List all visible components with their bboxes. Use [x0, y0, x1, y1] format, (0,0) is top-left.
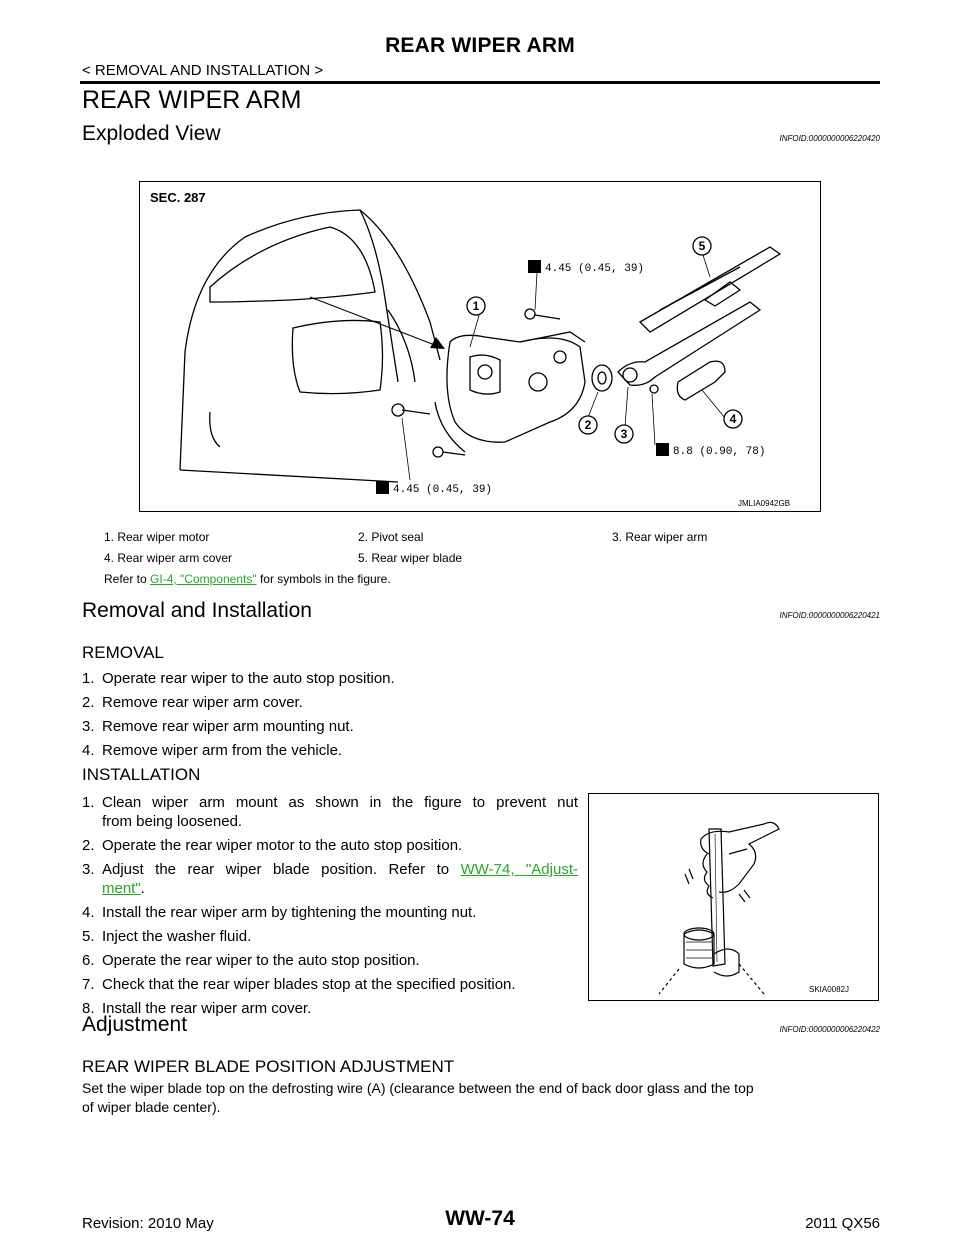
section-heading-removal-installation: Removal and Installation: [82, 599, 312, 622]
footer-page-code: WW-74: [445, 1207, 515, 1230]
callout-5: 5: [698, 239, 706, 253]
installation-step-6: 6. Operate the rear wiper to the auto stop position.: [82, 952, 420, 969]
legend-item-3: 3. Rear wiper arm: [612, 530, 708, 544]
torque-icon: [528, 260, 541, 273]
callout-1: 1: [472, 299, 480, 313]
hand-cleaning-drawing: [589, 794, 878, 1000]
infoid-adjustment: INFOID:0000000006220422: [779, 1025, 880, 1034]
torque-icon: [376, 481, 389, 494]
page-title: REAR WIPER ARM: [82, 86, 302, 114]
section-heading-exploded-view: Exploded View: [82, 122, 221, 145]
figure-sec-label: SEC. 287: [150, 190, 206, 205]
breadcrumb: < REMOVAL AND INSTALLATION >: [82, 62, 324, 79]
refer-prefix: Refer to: [104, 572, 151, 586]
figure-code: JMLIA0942GB: [738, 499, 791, 508]
infoid-exploded-view: INFOID:0000000006220420: [779, 134, 880, 143]
installation-step-2: 2. Operate the rear wiper motor to the auto stop position.: [82, 837, 463, 854]
legend-item-5: 5. Rear wiper blade: [358, 551, 463, 565]
footer-model: 2011 QX56: [805, 1215, 880, 1232]
installation-figure: [588, 793, 879, 1001]
link-ww-74-adjustment-cont[interactable]: ment": [102, 880, 141, 897]
removal-step-3: 3. Remove rear wiper arm mounting nut.: [82, 718, 354, 735]
adjustment-body-line-1: Set the wiper blade top on the defrosting wire (A) (clearance between the end of back door glass and the top: [82, 1080, 754, 1096]
exploded-view-drawing: [140, 182, 820, 511]
installation-figure-code: SKIA0082J: [809, 985, 850, 994]
removal-step-1: 1. Operate rear wiper to the auto stop position.: [82, 670, 395, 687]
callout-3: 3: [620, 427, 628, 441]
adjustment-subheading: REAR WIPER BLADE POSITION ADJUSTMENT: [82, 1057, 455, 1076]
torque-label-bottom: 4.45 (0.45, 39): [393, 484, 493, 496]
legend-item-4: 4. Rear wiper arm cover: [104, 551, 233, 565]
infoid-removal-installation: INFOID:0000000006220421: [779, 611, 880, 620]
installation-label: INSTALLATION: [82, 765, 201, 784]
refer-suffix: for symbols in the figure.: [256, 572, 391, 586]
torque-label-top: 4.45 (0.45, 39): [545, 263, 645, 275]
installation-step-3-line-2: ment".: [102, 880, 145, 897]
removal-step-4: 4. Remove wiper arm from the vehicle.: [82, 742, 343, 759]
torque-icon: [656, 443, 669, 456]
installation-step-8: 8. Install the rear wiper arm cover.: [82, 1000, 312, 1017]
legend-item-1: 1. Rear wiper motor: [104, 530, 210, 544]
removal-step-2: 2. Remove rear wiper arm cover.: [82, 694, 303, 711]
installation-step-3-line-1: 3. Adjust the rear wiper blade position. Refer to WW-74, "Adjust-: [82, 861, 578, 878]
exploded-view-figure: [139, 181, 821, 512]
refer-note: [104, 572, 391, 586]
link-gi-4-components[interactable]: GI-4, "Components": [150, 572, 257, 586]
header-rule: [80, 81, 880, 84]
footer-revision: Revision: 2010 May: [82, 1215, 214, 1232]
link-ww-74-adjustment[interactable]: WW-74, "Adjust-: [460, 861, 578, 878]
adjustment-body-line-2: of wiper blade center).: [82, 1099, 221, 1115]
legend-item-2: 2. Pivot seal: [358, 530, 424, 544]
torque-label-right: 8.8 (0.90, 78): [673, 446, 766, 458]
installation-step-7: 7. Check that the rear wiper blades stop at the specified position.: [82, 976, 516, 993]
installation-step-1-line-2: from being loosened.: [102, 813, 243, 830]
running-header-title: REAR WIPER ARM: [385, 34, 575, 57]
section-heading-adjustment: Adjustment: [82, 1013, 188, 1036]
removal-label: REMOVAL: [82, 643, 164, 662]
installation-step-5: 5. Inject the washer fluid.: [82, 928, 252, 945]
callout-4: 4: [729, 412, 737, 426]
installation-step-1-line-1: 1. Clean wiper arm mount as shown in the figure to prevent nut: [82, 794, 578, 811]
callout-2: 2: [584, 418, 592, 432]
installation-step-4: 4. Install the rear wiper arm by tightening the mounting nut.: [82, 904, 477, 921]
